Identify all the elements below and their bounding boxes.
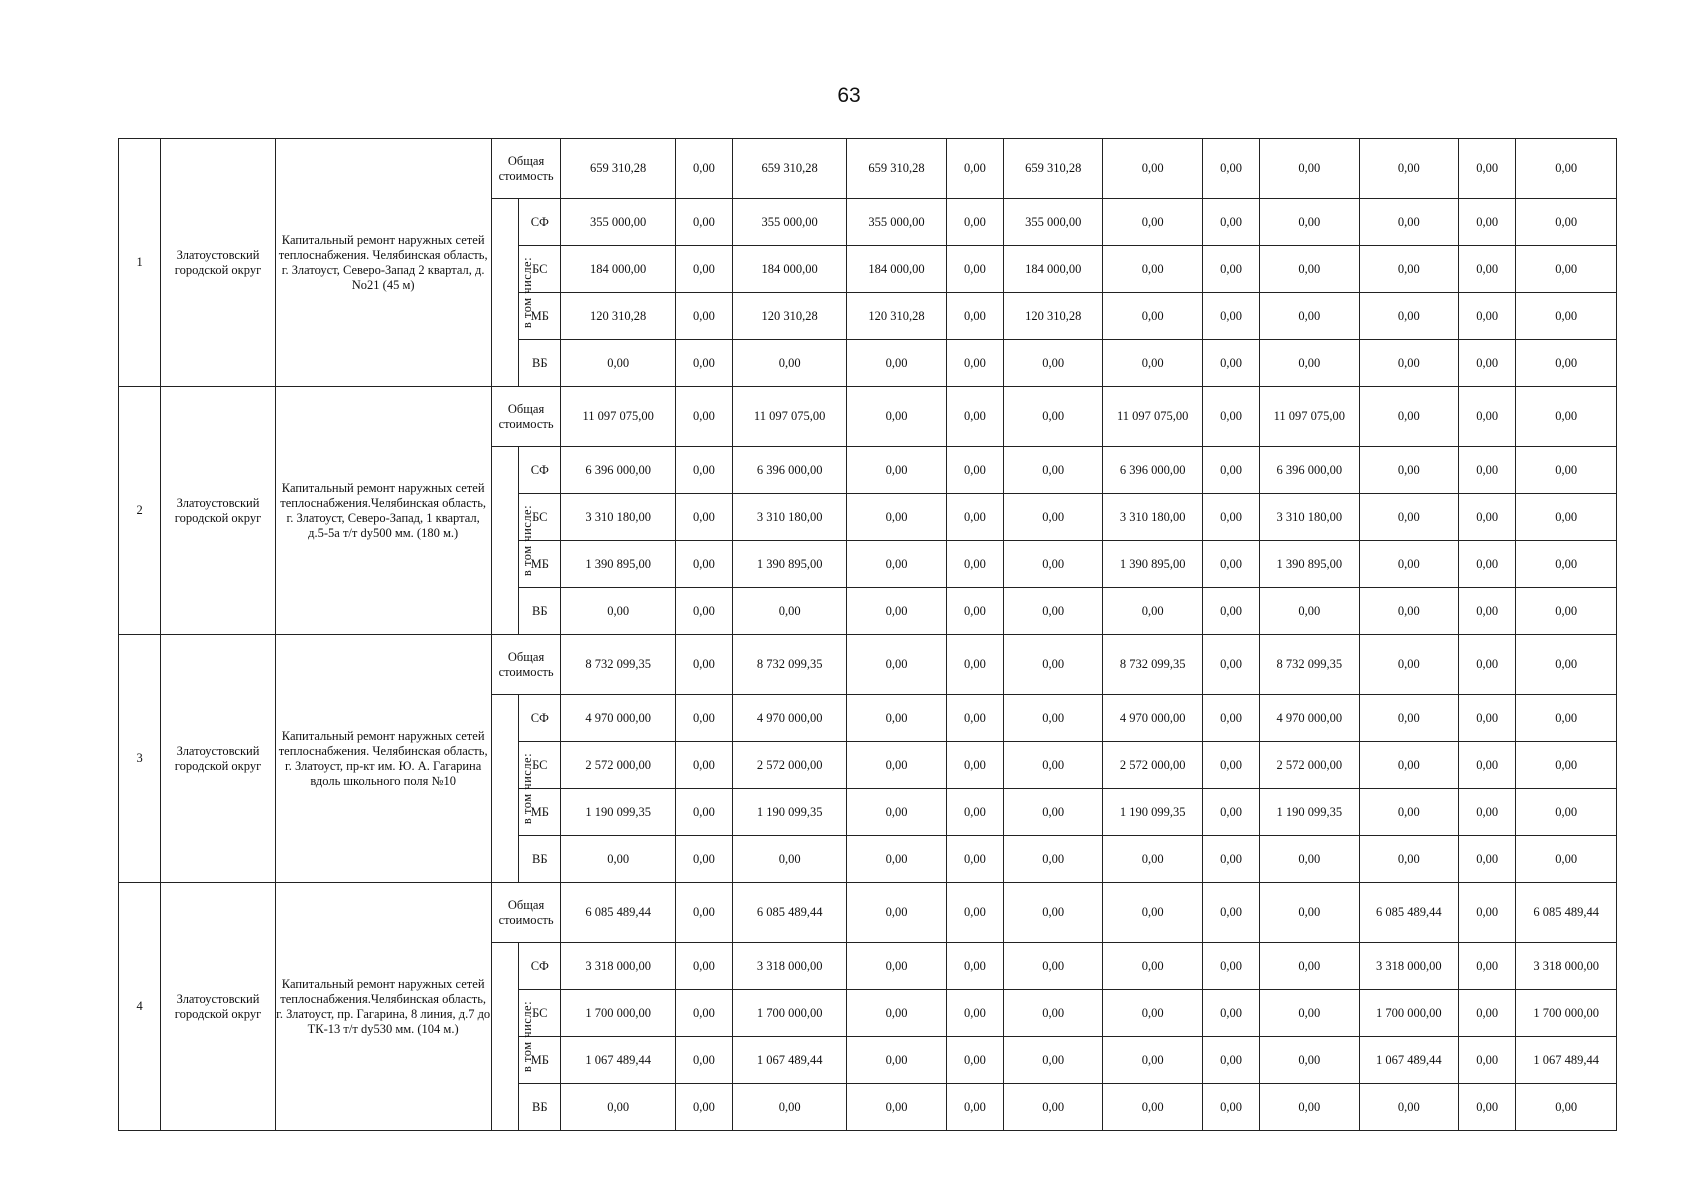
value-cell: 2 572 000,00 [1103, 742, 1203, 789]
value-cell: 0,00 [1003, 1084, 1103, 1131]
value-cell: 0,00 [1202, 836, 1259, 883]
value-cell: 184 000,00 [1003, 246, 1103, 293]
value-cell: 0,00 [1359, 494, 1459, 541]
value-cell: 1 190 099,35 [1260, 789, 1360, 836]
value-cell: 659 310,28 [732, 139, 846, 199]
funding-source-label: БС [519, 246, 561, 293]
value-cell: 0,00 [946, 387, 1003, 447]
funding-source-label: БС [519, 990, 561, 1037]
value-cell: 0,00 [1260, 293, 1360, 340]
value-cell: 0,00 [1202, 447, 1259, 494]
value-cell: 0,00 [1459, 1037, 1516, 1084]
value-cell: 0,00 [1003, 789, 1103, 836]
value-cell: 0,00 [946, 246, 1003, 293]
funding-source-label: ВБ [519, 340, 561, 387]
value-cell: 0,00 [946, 139, 1003, 199]
value-cell: 11 097 075,00 [561, 387, 675, 447]
value-cell: 0,00 [1103, 883, 1203, 943]
value-cell: 0,00 [675, 742, 732, 789]
funding-source-label: МБ [519, 1037, 561, 1084]
value-cell: 0,00 [946, 943, 1003, 990]
value-cell: 4 970 000,00 [561, 695, 675, 742]
included-label: в том числе: [519, 752, 534, 825]
value-cell: 0,00 [1359, 1084, 1459, 1131]
value-cell: 1 700 000,00 [1359, 990, 1459, 1037]
value-cell: 4 970 000,00 [732, 695, 846, 742]
value-cell: 0,00 [1202, 883, 1259, 943]
value-cell: 0,00 [1003, 635, 1103, 695]
value-cell: 1 067 489,44 [1359, 1037, 1459, 1084]
value-cell: 0,00 [1202, 789, 1259, 836]
total-cost-label: Общая стоимость [491, 387, 561, 447]
value-cell: 3 310 180,00 [561, 494, 675, 541]
value-cell: 0,00 [946, 695, 1003, 742]
value-cell: 0,00 [946, 883, 1003, 943]
value-cell: 0,00 [1202, 695, 1259, 742]
value-cell: 0,00 [675, 588, 732, 635]
included-label-cell [491, 943, 534, 1131]
funding-source-label: БС [519, 742, 561, 789]
value-cell: 0,00 [1003, 883, 1103, 943]
value-cell: 0,00 [1459, 789, 1516, 836]
value-cell: 0,00 [675, 695, 732, 742]
value-cell: 0,00 [847, 883, 947, 943]
value-cell: 6 085 489,44 [561, 883, 675, 943]
value-cell: 0,00 [1516, 494, 1617, 541]
value-cell: 0,00 [847, 695, 947, 742]
value-cell: 0,00 [1459, 742, 1516, 789]
value-cell: 0,00 [1103, 293, 1203, 340]
value-cell: 0,00 [1003, 494, 1103, 541]
value-cell: 0,00 [1516, 199, 1617, 246]
value-cell: 0,00 [1202, 139, 1259, 199]
value-cell: 0,00 [1103, 836, 1203, 883]
value-cell: 0,00 [1359, 139, 1459, 199]
record-district: Златоустовский городской округ [161, 883, 275, 1131]
value-cell: 0,00 [1103, 588, 1203, 635]
value-cell: 0,00 [675, 293, 732, 340]
value-cell: 0,00 [732, 836, 846, 883]
value-cell: 0,00 [1260, 990, 1360, 1037]
value-cell: 0,00 [561, 340, 675, 387]
value-cell: 11 097 075,00 [1103, 387, 1203, 447]
value-cell: 8 732 099,35 [732, 635, 846, 695]
value-cell: 0,00 [946, 990, 1003, 1037]
funding-source-label: СФ [519, 695, 561, 742]
value-cell: 0,00 [1003, 588, 1103, 635]
value-cell: 0,00 [1103, 139, 1203, 199]
value-cell: 0,00 [675, 447, 732, 494]
value-cell: 0,00 [1459, 541, 1516, 588]
value-cell: 0,00 [1516, 789, 1617, 836]
value-cell: 3 318 000,00 [1516, 943, 1617, 990]
value-cell: 0,00 [1103, 1084, 1203, 1131]
record-description: Капитальный ремонт наружных сетей теплоснабжения.Челябинская область, г. Златоуст, пр. Гагарина, 8 линия, д.7 до ТК-13 т/т dy530 мм. (104 м.) [275, 883, 491, 1131]
value-cell: 355 000,00 [732, 199, 846, 246]
value-cell: 1 190 099,35 [561, 789, 675, 836]
record-number: 1 [119, 139, 161, 387]
value-cell: 120 310,28 [732, 293, 846, 340]
value-cell: 0,00 [1003, 836, 1103, 883]
value-cell: 0,00 [1459, 199, 1516, 246]
total-cost-label: Общая стоимость [491, 635, 561, 695]
value-cell: 3 318 000,00 [1359, 943, 1459, 990]
value-cell: 0,00 [1459, 836, 1516, 883]
value-cell: 0,00 [1459, 588, 1516, 635]
value-cell: 0,00 [1202, 990, 1259, 1037]
record-description: Капитальный ремонт наружных сетей теплоснабжения. Челябинская область, г. Златоуст, пр-кт им. Ю. А. Гагарина вдоль школьного поля №10 [275, 635, 491, 883]
value-cell: 0,00 [946, 742, 1003, 789]
value-cell: 0,00 [847, 789, 947, 836]
value-cell: 0,00 [1459, 447, 1516, 494]
value-cell: 8 732 099,35 [561, 635, 675, 695]
value-cell: 0,00 [1260, 943, 1360, 990]
value-cell: 0,00 [1103, 990, 1203, 1037]
record-number: 2 [119, 387, 161, 635]
value-cell: 0,00 [946, 1084, 1003, 1131]
value-cell: 0,00 [561, 1084, 675, 1131]
included-label: в том числе: [519, 256, 534, 329]
value-cell: 0,00 [1003, 990, 1103, 1037]
record-district: Златоустовский городской округ [161, 139, 275, 387]
record-number: 3 [119, 635, 161, 883]
value-cell: 0,00 [1459, 1084, 1516, 1131]
value-cell: 120 310,28 [561, 293, 675, 340]
value-cell: 0,00 [1003, 447, 1103, 494]
value-cell: 0,00 [946, 447, 1003, 494]
value-cell: 0,00 [1459, 695, 1516, 742]
value-cell: 0,00 [1003, 1037, 1103, 1084]
value-cell: 0,00 [1202, 635, 1259, 695]
value-cell: 0,00 [1359, 387, 1459, 447]
value-cell: 0,00 [946, 789, 1003, 836]
funding-source-label: ВБ [519, 1084, 561, 1131]
value-cell: 0,00 [1359, 293, 1459, 340]
value-cell: 0,00 [1516, 340, 1617, 387]
record-total-row [119, 635, 1617, 695]
value-cell: 0,00 [1202, 199, 1259, 246]
record-total-row [119, 139, 1617, 199]
value-cell: 0,00 [1202, 943, 1259, 990]
value-cell: 3 310 180,00 [1260, 494, 1360, 541]
value-cell: 0,00 [1516, 836, 1617, 883]
value-cell: 0,00 [1359, 588, 1459, 635]
value-cell: 0,00 [847, 1084, 947, 1131]
value-cell: 0,00 [847, 1037, 947, 1084]
value-cell: 0,00 [1516, 293, 1617, 340]
funding-source-label: МБ [519, 541, 561, 588]
budget-table [118, 138, 1617, 1131]
record-description: Капитальный ремонт наружных сетей теплоснабжения. Челябинская область, г. Златоуст, Северо-Запад 2 квартал, д. No21 (45 м) [275, 139, 491, 387]
value-cell: 0,00 [1359, 541, 1459, 588]
value-cell: 0,00 [1202, 246, 1259, 293]
value-cell: 0,00 [1516, 541, 1617, 588]
value-cell: 0,00 [1003, 695, 1103, 742]
record-district: Златоустовский городской округ [161, 387, 275, 635]
value-cell: 3 310 180,00 [732, 494, 846, 541]
value-cell: 0,00 [1260, 836, 1360, 883]
value-cell: 0,00 [1359, 789, 1459, 836]
value-cell: 0,00 [946, 293, 1003, 340]
value-cell: 1 190 099,35 [732, 789, 846, 836]
value-cell: 0,00 [1260, 246, 1360, 293]
value-cell: 659 310,28 [561, 139, 675, 199]
value-cell: 0,00 [675, 340, 732, 387]
value-cell: 0,00 [1103, 1037, 1203, 1084]
value-cell: 0,00 [1260, 340, 1360, 387]
value-cell: 0,00 [1202, 340, 1259, 387]
value-cell: 0,00 [847, 494, 947, 541]
value-cell: 0,00 [1516, 139, 1617, 199]
value-cell: 0,00 [1359, 742, 1459, 789]
value-cell: 11 097 075,00 [732, 387, 846, 447]
value-cell: 0,00 [1459, 990, 1516, 1037]
value-cell: 0,00 [675, 246, 732, 293]
value-cell: 0,00 [1459, 139, 1516, 199]
value-cell: 0,00 [1260, 1084, 1360, 1131]
value-cell: 8 732 099,35 [1260, 635, 1360, 695]
value-cell: 6 085 489,44 [1516, 883, 1617, 943]
included-label: в том числе: [519, 504, 534, 577]
value-cell: 0,00 [1359, 695, 1459, 742]
funding-source-label: СФ [519, 943, 561, 990]
record-number: 4 [119, 883, 161, 1131]
value-cell: 0,00 [1202, 293, 1259, 340]
record-district: Златоустовский городской округ [161, 635, 275, 883]
value-cell: 0,00 [732, 340, 846, 387]
value-cell: 0,00 [1516, 588, 1617, 635]
value-cell: 0,00 [1359, 836, 1459, 883]
value-cell: 659 310,28 [1003, 139, 1103, 199]
value-cell: 659 310,28 [847, 139, 947, 199]
value-cell: 3 310 180,00 [1103, 494, 1203, 541]
value-cell: 6 085 489,44 [732, 883, 846, 943]
value-cell: 0,00 [675, 1084, 732, 1131]
value-cell: 0,00 [1516, 246, 1617, 293]
included-label: в том числе: [519, 1000, 534, 1073]
value-cell: 1 390 895,00 [561, 541, 675, 588]
value-cell: 184 000,00 [561, 246, 675, 293]
funding-source-label: ВБ [519, 588, 561, 635]
funding-source-label: БС [519, 494, 561, 541]
value-cell: 0,00 [675, 494, 732, 541]
total-cost-label: Общая стоимость [491, 139, 561, 199]
funding-source-label: МБ [519, 789, 561, 836]
value-cell: 0,00 [946, 494, 1003, 541]
value-cell: 0,00 [1359, 447, 1459, 494]
value-cell: 0,00 [1516, 695, 1617, 742]
record-description: Капитальный ремонт наружных сетей теплоснабжения.Челябинская область, г. Златоуст, Северо-Запад, 1 квартал, д.5-5а т/т dy500 мм. (180 м.) [275, 387, 491, 635]
value-cell: 0,00 [675, 541, 732, 588]
value-cell: 355 000,00 [561, 199, 675, 246]
value-cell: 0,00 [1103, 199, 1203, 246]
value-cell: 0,00 [1359, 199, 1459, 246]
value-cell: 0,00 [675, 836, 732, 883]
page-number: 63 [837, 84, 861, 107]
value-cell: 1 067 489,44 [561, 1037, 675, 1084]
value-cell: 355 000,00 [847, 199, 947, 246]
value-cell: 0,00 [1260, 1037, 1360, 1084]
funding-source-label: СФ [519, 447, 561, 494]
value-cell: 0,00 [1359, 246, 1459, 293]
record-total-row [119, 883, 1617, 943]
value-cell: 0,00 [847, 447, 947, 494]
value-cell: 0,00 [1459, 943, 1516, 990]
value-cell: 0,00 [847, 340, 947, 387]
value-cell: 1 390 895,00 [1260, 541, 1360, 588]
value-cell: 0,00 [675, 1037, 732, 1084]
funding-source-label: ВБ [519, 836, 561, 883]
included-label-cell [491, 199, 534, 387]
included-label-cell [491, 447, 534, 635]
value-cell: 0,00 [847, 836, 947, 883]
value-cell: 0,00 [1202, 387, 1259, 447]
value-cell: 3 318 000,00 [561, 943, 675, 990]
value-cell: 6 396 000,00 [1103, 447, 1203, 494]
value-cell: 1 700 000,00 [561, 990, 675, 1037]
value-cell: 0,00 [1260, 139, 1360, 199]
value-cell: 0,00 [675, 789, 732, 836]
value-cell: 0,00 [675, 199, 732, 246]
value-cell: 0,00 [675, 943, 732, 990]
value-cell: 1 700 000,00 [732, 990, 846, 1037]
value-cell: 0,00 [1003, 742, 1103, 789]
value-cell: 0,00 [946, 340, 1003, 387]
value-cell: 0,00 [946, 1037, 1003, 1084]
value-cell: 0,00 [1003, 340, 1103, 387]
value-cell: 6 396 000,00 [561, 447, 675, 494]
value-cell: 8 732 099,35 [1103, 635, 1203, 695]
value-cell: 0,00 [1003, 943, 1103, 990]
value-cell: 0,00 [675, 635, 732, 695]
value-cell: 0,00 [1260, 588, 1360, 635]
value-cell: 0,00 [1202, 1037, 1259, 1084]
value-cell: 6 396 000,00 [1260, 447, 1360, 494]
value-cell: 0,00 [675, 883, 732, 943]
value-cell: 1 067 489,44 [1516, 1037, 1617, 1084]
value-cell: 120 310,28 [1003, 293, 1103, 340]
value-cell: 0,00 [732, 588, 846, 635]
value-cell: 0,00 [946, 199, 1003, 246]
value-cell: 4 970 000,00 [1260, 695, 1360, 742]
value-cell: 0,00 [1202, 1084, 1259, 1131]
value-cell: 0,00 [675, 990, 732, 1037]
value-cell: 0,00 [1359, 635, 1459, 695]
value-cell: 0,00 [946, 836, 1003, 883]
value-cell: 0,00 [1103, 943, 1203, 990]
value-cell: 0,00 [1516, 1084, 1617, 1131]
total-cost-label: Общая стоимость [491, 883, 561, 943]
value-cell: 1 390 895,00 [732, 541, 846, 588]
value-cell: 0,00 [732, 1084, 846, 1131]
value-cell: 0,00 [1260, 883, 1360, 943]
value-cell: 1 190 099,35 [1103, 789, 1203, 836]
value-cell: 0,00 [847, 541, 947, 588]
value-cell: 0,00 [1516, 447, 1617, 494]
value-cell: 184 000,00 [847, 246, 947, 293]
value-cell: 1 067 489,44 [732, 1037, 846, 1084]
value-cell: 2 572 000,00 [561, 742, 675, 789]
value-cell: 0,00 [1459, 387, 1516, 447]
value-cell: 0,00 [1459, 293, 1516, 340]
funding-source-label: СФ [519, 199, 561, 246]
value-cell: 6 085 489,44 [1359, 883, 1459, 943]
value-cell: 120 310,28 [847, 293, 947, 340]
value-cell: 0,00 [1516, 635, 1617, 695]
value-cell: 0,00 [847, 588, 947, 635]
value-cell: 0,00 [1202, 742, 1259, 789]
value-cell: 2 572 000,00 [1260, 742, 1360, 789]
value-cell: 0,00 [1003, 387, 1103, 447]
value-cell: 0,00 [1516, 742, 1617, 789]
value-cell: 0,00 [946, 541, 1003, 588]
funding-source-label: МБ [519, 293, 561, 340]
value-cell: 0,00 [675, 139, 732, 199]
value-cell: 0,00 [1003, 541, 1103, 588]
record-total-row [119, 387, 1617, 447]
value-cell: 184 000,00 [732, 246, 846, 293]
included-label-cell [491, 695, 534, 883]
value-cell: 0,00 [1103, 340, 1203, 387]
value-cell: 0,00 [847, 742, 947, 789]
value-cell: 0,00 [561, 836, 675, 883]
value-cell: 0,00 [1202, 494, 1259, 541]
value-cell: 0,00 [1103, 246, 1203, 293]
value-cell: 355 000,00 [1003, 199, 1103, 246]
value-cell: 0,00 [847, 943, 947, 990]
value-cell: 0,00 [946, 635, 1003, 695]
value-cell: 0,00 [1359, 340, 1459, 387]
value-cell: 0,00 [847, 990, 947, 1037]
value-cell: 0,00 [1260, 199, 1360, 246]
value-cell: 6 396 000,00 [732, 447, 846, 494]
value-cell: 0,00 [1459, 883, 1516, 943]
value-cell: 0,00 [1202, 541, 1259, 588]
value-cell: 0,00 [1459, 246, 1516, 293]
value-cell: 11 097 075,00 [1260, 387, 1360, 447]
value-cell: 0,00 [1459, 494, 1516, 541]
value-cell: 0,00 [561, 588, 675, 635]
value-cell: 0,00 [1459, 635, 1516, 695]
value-cell: 3 318 000,00 [732, 943, 846, 990]
value-cell: 2 572 000,00 [732, 742, 846, 789]
value-cell: 0,00 [1202, 588, 1259, 635]
value-cell: 0,00 [1459, 340, 1516, 387]
value-cell: 0,00 [675, 387, 732, 447]
value-cell: 0,00 [1516, 387, 1617, 447]
value-cell: 0,00 [946, 588, 1003, 635]
value-cell: 0,00 [847, 387, 947, 447]
value-cell: 4 970 000,00 [1103, 695, 1203, 742]
value-cell: 1 390 895,00 [1103, 541, 1203, 588]
value-cell: 1 700 000,00 [1516, 990, 1617, 1037]
value-cell: 0,00 [847, 635, 947, 695]
